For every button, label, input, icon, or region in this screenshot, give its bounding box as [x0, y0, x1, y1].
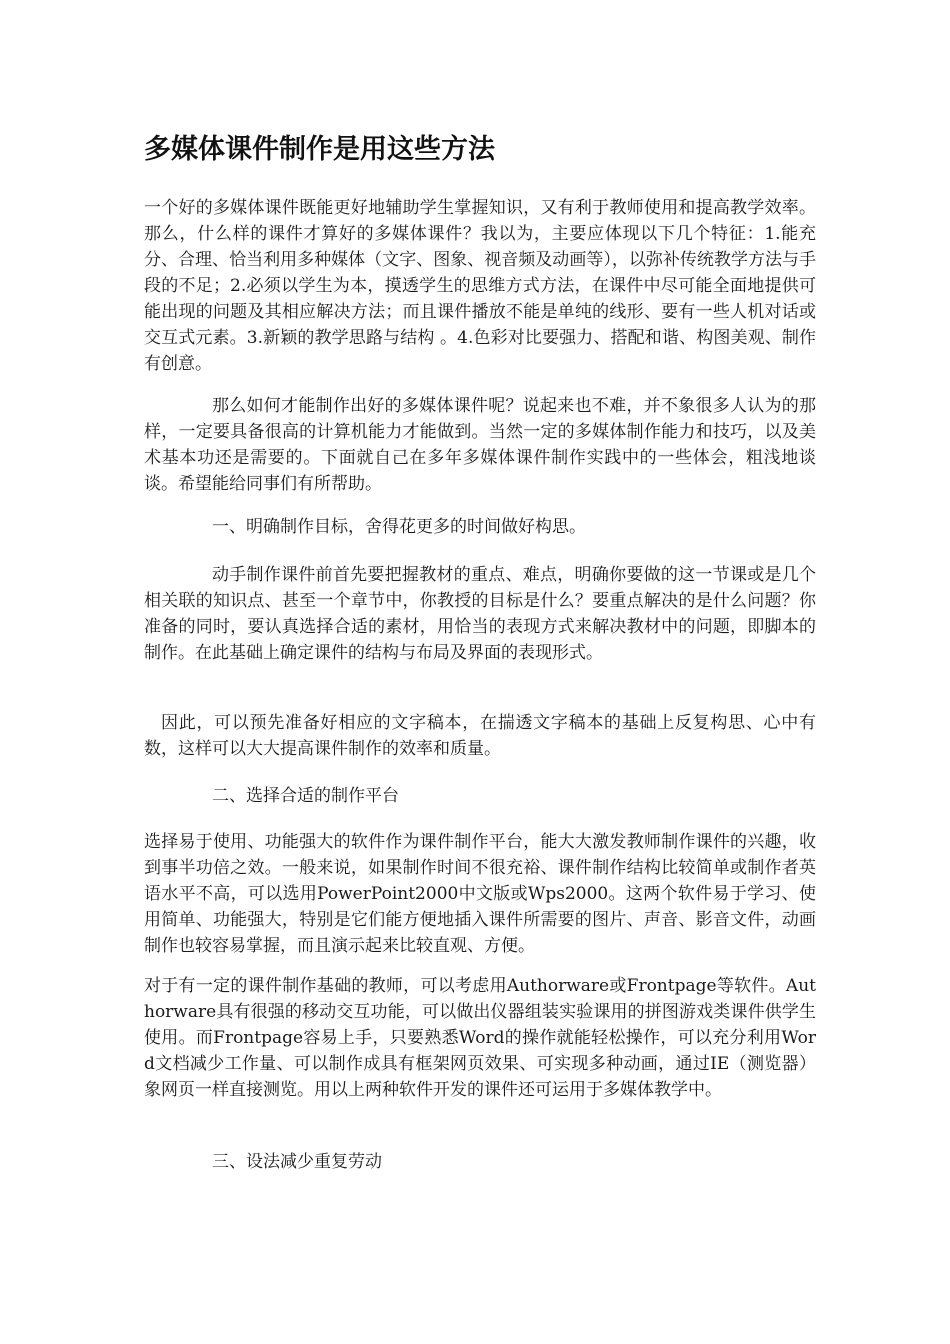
paragraph-section-1-followup: 因此，可以预先准备好相应的文字稿本，在揣透文字稿本的基础上反复构思、心中有数，这样可以大大提高课件制作的效率和质量。: [144, 713, 816, 759]
paragraph-section-2-body: 选择易于使用、功能强大的软件作为课件制作平台，能大大激发教师制作课件的兴趣，收到事半功倍之效。一般来说，如果制作时间不很充裕、课件制作结构比较简单或制作者英语水平不高，可以选用PowerPoint2000中文版或Wps2000。这两个软件易于学习、使用简单、功能强大，特别是它们能方便地插入课件所需要的图片、声音、影音文件，动画制作也较容易掌握，而且演示起来比较直观、方便。: [144, 832, 816, 956]
paragraph-intro: 一个好的多媒体课件既能更好地辅助学生掌握知识，又有利于教师使用和提高教学效率。那么，什么样的课件才算好的多媒体课件？我以为，主要应体现以下几个特征：1.能充分、合理、恰当利用多种媒体（文字、图象、视音频及动画等），以弥补传统教学方法与手段的不足；2.必须以学生为本，摸透学生的思维方式方法，在课件中尽可能全面地提供可能出现的问题及其相应解决方法；而且课件播放不能是单纯的线形、要有一些人机对话或交互式元素。3.新颖的教学思路与结构 。4.色彩对比要强力、搭配和谐、构图美观、制作有创意。: [144, 198, 816, 374]
paragraph-section-1-body: 动手制作课件前首先要把握教材的重点、难点，明确你要做的这一节课或是几个相关联的知识点、甚至一个章节中，你教授的目标是什么？要重点解决的是什么问题？你准备的同时，要认真选择合适的素材，用恰当的表现方式来解决教材中的问题，即脚本的制作。在此基础上确定课件的结构与布局及界面的表现形式。: [144, 565, 816, 663]
paragraph-section-2-advanced: 对于有一定的课件制作基础的教师，可以考虑用Authorware或Frontpage等软件。Authorware具有很强的移动交互功能，可以做出仪器组装实验课用的拼图游戏类课件供学生使用。而Frontpage容易上手，只要熟悉Word的操作就能轻松操作，可以充分利用Word文档减少工作量、可以制作成具有框架网页效果、可实现多种动画，通过IE（测览器）象网页一样直接测览。用以上两种软件开发的课件还可运用于多媒体教学中。: [144, 976, 816, 1100]
page-title: 多媒体课件制作是用这些方法: [144, 134, 495, 165]
section-heading-3: 三、设法减少重复劳动: [212, 1152, 382, 1172]
section-heading-1: 一、明确制作目标，舍得花更多的时间做好构思。: [212, 517, 586, 537]
paragraph-how-to: 那么如何才能制作出好的多媒体课件呢？说起来也不难，并不象很多人认为的那样，一定要具备很高的计算机能力才能做到。当然一定的多媒体制作能力和技巧，以及美术基本功还是需要的。下面就自己在多年多媒体课件制作实践中的一些体会，粗浅地谈谈。希望能给同事们有所帮助。: [144, 396, 816, 494]
section-heading-2: 二、选择合适的制作平台: [212, 786, 399, 806]
